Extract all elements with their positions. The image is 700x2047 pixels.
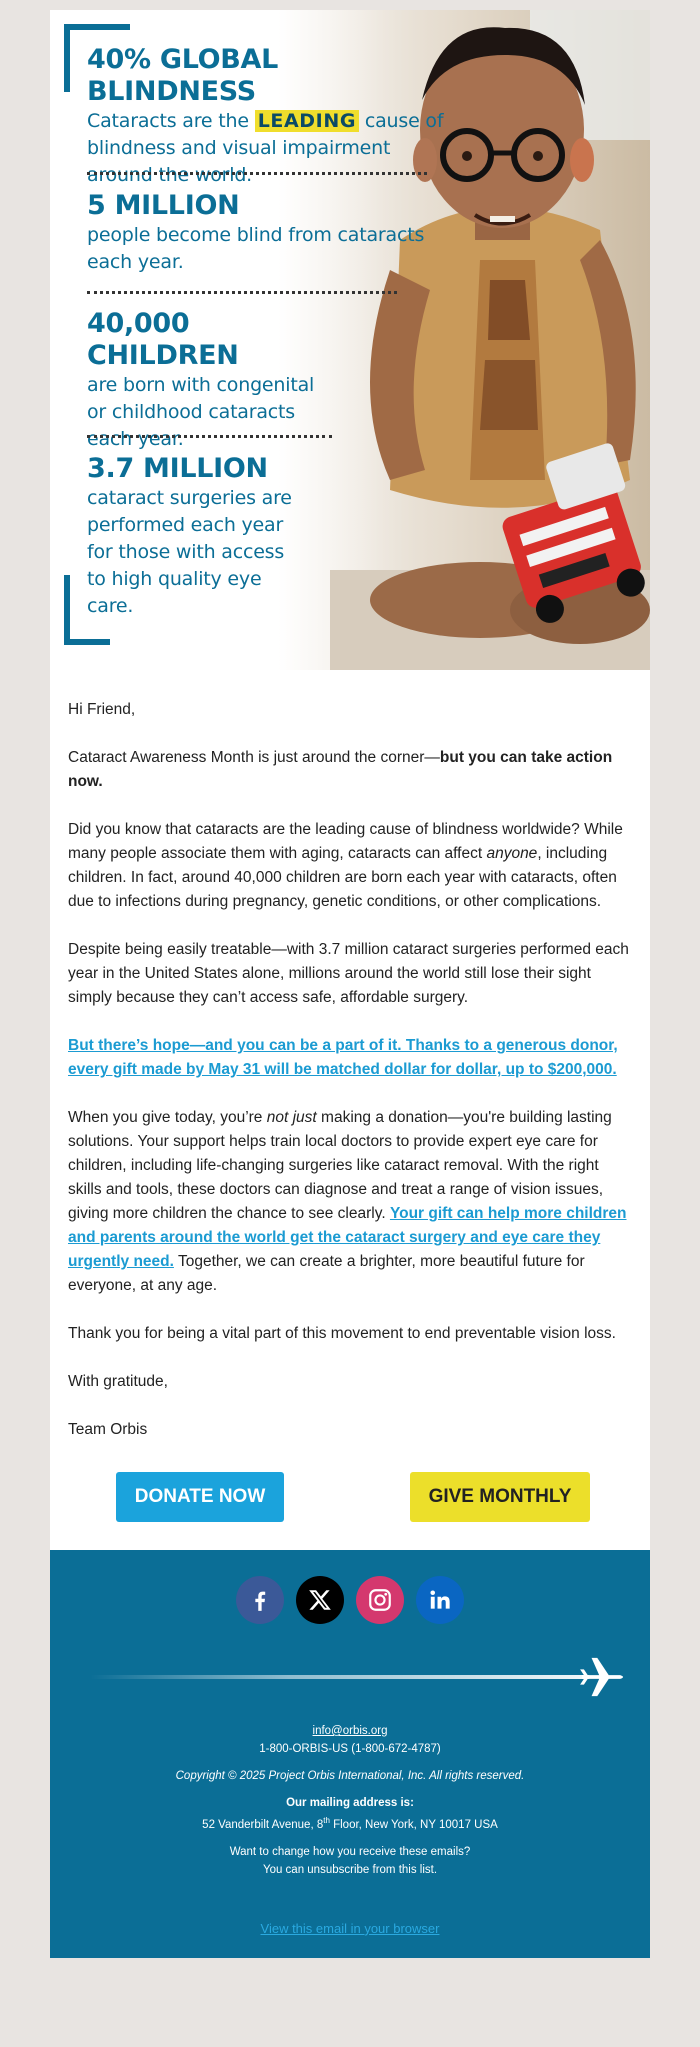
- facts-emphasis: anyone: [486, 845, 538, 862]
- dotted-divider: [87, 435, 332, 438]
- signature: Team Orbis: [68, 1421, 148, 1438]
- x-icon[interactable]: [296, 1576, 344, 1624]
- view-in-browser-link[interactable]: View this email in your browser: [260, 1920, 440, 1936]
- stat-heading: 40,000 CHILDREN: [87, 308, 239, 371]
- leading-highlight: LEADING: [255, 110, 359, 132]
- address-pre: 52 Vanderbilt Avenue, 8: [202, 1818, 324, 1831]
- stat-text: cataract surgeries are performed each year for those with access to high quality eye care.: [87, 487, 292, 617]
- instagram-icon[interactable]: [356, 1576, 404, 1624]
- dotted-divider: [87, 172, 427, 175]
- stat-heading: 40% GLOBAL BLINDNESS: [87, 44, 279, 107]
- stat-text-pre: Cataracts are the: [87, 110, 255, 132]
- mailing-address-label: Our mailing address is:: [286, 1797, 414, 1809]
- copyright: Copyright © 2025 Project Orbis International, Inc. All rights reserved.: [175, 1770, 525, 1782]
- letter-body: [50, 670, 650, 1472]
- change-preferences-text: Want to change how you receive these emails?: [229, 1845, 471, 1858]
- closing: With gratitude,: [68, 1373, 168, 1390]
- facts-text-post: , including children. In fact, around 40,000 children are born each year with cataracts, often due to infections during pregnancy, genetic conditions, or other complications.: [68, 845, 617, 910]
- stat-three-point-seven-million: [87, 453, 302, 620]
- match-offer-link[interactable]: But there’s hope—and you can be a part of it. Thanks to a generous donor, every gift made by May 31 will be matched dollar for dollar, up to $200,000.: [68, 1037, 618, 1078]
- contrail-line: [90, 1675, 590, 1679]
- impact-emphasis: not just: [266, 1109, 317, 1126]
- address-sup: th: [323, 1816, 330, 1825]
- hero-banner: [50, 10, 650, 670]
- airplane-icon: [580, 1656, 626, 1698]
- unsubscribe-text[interactable]: You can unsubscribe from this list.: [262, 1863, 438, 1876]
- mailing-address: [50, 1812, 650, 1834]
- paragraph-thanks: Thank you for being a vital part of this movement to end preventable vision loss.: [68, 1325, 616, 1342]
- stat-text: [87, 108, 447, 189]
- intro-text: Cataract Awareness Month is just around the corner—: [68, 749, 440, 766]
- greeting: Hi Friend,: [68, 701, 136, 718]
- facebook-icon[interactable]: [236, 1576, 284, 1624]
- donate-now-button[interactable]: DONATE NOW: [116, 1472, 284, 1522]
- stat-heading: 3.7 MILLION: [87, 453, 268, 484]
- email-container: [50, 10, 650, 1958]
- stat-text-post: cause of blindness and visual impairment around the world.: [87, 110, 444, 186]
- impact-text-post: Together, we can create a brighter, more beautiful future for everyone, at any age.: [68, 1253, 585, 1294]
- paragraph-intro: [68, 746, 632, 794]
- stat-global-blindness: [87, 44, 447, 189]
- stat-text: are born with congenital or childhood cataracts each year.: [87, 374, 315, 450]
- linkedin-icon[interactable]: [416, 1576, 464, 1624]
- contact-phone: 1-800-ORBIS-US (1-800-672-4787): [259, 1743, 441, 1755]
- email-link[interactable]: info@orbis.org: [312, 1725, 388, 1737]
- paragraph-treatable: Despite being easily treatable—with 3.7 million cataract surgeries performed each year in the United States alone, millions around the world still lose their sight simply because they can’t access safe, affordable surgery.: [68, 941, 629, 1006]
- address-post: Floor, New York, NY 10017 USA: [329, 1818, 498, 1831]
- social-links: [50, 1576, 650, 1624]
- intro-bold-text: but you can take action now.: [68, 749, 613, 790]
- impact-text-pre: When you give today, you’re: [68, 1109, 267, 1126]
- footer: [50, 1550, 650, 1958]
- paragraph-impact: [68, 1106, 632, 1298]
- stat-heading: 5 MILLION: [87, 190, 240, 221]
- give-monthly-button[interactable]: GIVE MONTHLY: [410, 1472, 590, 1522]
- airplane-divider: [90, 1652, 610, 1702]
- paragraph-match-offer: [68, 1034, 632, 1082]
- paragraph-cataract-facts: [68, 818, 632, 914]
- impact-text-mid: making a donation—you're building lasting solutions. Your support helps train local doctors to provide expert eye care for children, including life-changing surgeries like cataract removal. With the right skills and tools, these doctors can diagnose and treat a range of vision issues, giving more children the chance to see clearly.: [68, 1109, 612, 1222]
- contact-email: [50, 1722, 650, 1740]
- facts-text-pre: Did you know that cataracts are the leading cause of blindness worldwide? While many people associate them with aging, cataracts can affect: [68, 821, 623, 862]
- stat-forty-thousand-children: [87, 308, 327, 453]
- dotted-divider: [87, 291, 397, 294]
- stat-five-million: [87, 190, 447, 276]
- cta-row: [50, 1472, 650, 1550]
- gift-impact-link[interactable]: Your gift can help more children and parents around the world get the cataract surgery and eye care they urgently need.: [68, 1205, 627, 1270]
- stat-text: people become blind from cataracts each year.: [87, 224, 425, 273]
